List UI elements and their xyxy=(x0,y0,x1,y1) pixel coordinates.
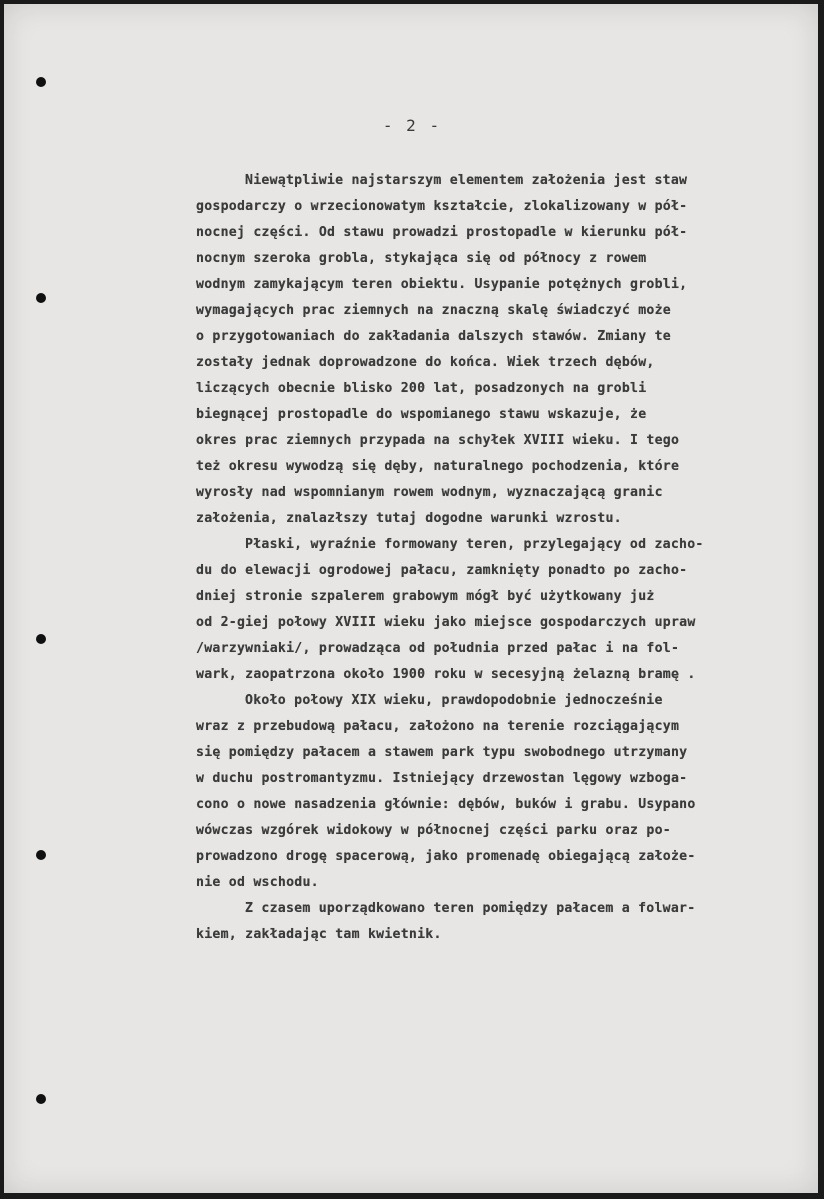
text-line: Około połowy XIX wieku, prawdopodobnie jednocześnie xyxy=(245,693,663,708)
text-line: /warzywniaki/, prowadząca od południa przed pałac i na fol- xyxy=(196,641,680,656)
text-line: też okresu wywodzą się dęby, naturalnego pochodzenia, które xyxy=(196,459,680,474)
text-line: du do elewacji ogrodowej pałacu, zamknięty ponadto po zacho- xyxy=(196,563,688,578)
text-line: okres prac ziemnych przypada na schyłek XVIII wieku. I tego xyxy=(196,433,680,448)
text-line: nie od wschodu. xyxy=(196,875,319,890)
text-line: Płaski, wyraźnie formowany teren, przylegający od zacho- xyxy=(245,537,704,552)
text-line: nocnej części. Od stawu prowadzi prostopadle w kierunku pół- xyxy=(196,225,688,240)
text-line: liczących obecnie blisko 200 lat, posadzonych na grobli xyxy=(196,381,647,396)
text-line: wark, zaopatrzona około 1900 roku w secesyjną żelazną bramę . xyxy=(196,667,696,682)
text-line: wówczas wzgórek widokowy w północnej części parku oraz po- xyxy=(196,823,671,838)
text-line: się pomiędzy pałacem a stawem park typu swobodnego utrzymany xyxy=(196,745,688,760)
text-line: nocnym szeroka grobla, stykająca się od północy z rowem xyxy=(196,251,647,266)
text-line: wraz z przebudową pałacu, założono na terenie rozciągającym xyxy=(196,719,680,734)
page-number: - 2 - xyxy=(382,116,442,135)
text-line: biegnącej prostopadle do wspomianego stawu wskazuje, że xyxy=(196,407,647,422)
text-line: kiem, zakładając tam kwietnik. xyxy=(196,927,442,942)
text-line: cono o nowe nasadzenia głównie: dębów, buków i grabu. Usypano xyxy=(196,797,696,812)
text-line: założenia, znalazłszy tutaj dogodne warunki wzrostu. xyxy=(196,511,622,526)
text-line: gospodarczy o wrzecionowatym kształcie, zlokalizowany w pół- xyxy=(196,199,688,214)
text-line: o przygotowaniach do zakładania dalszych stawów. Zmiany te xyxy=(196,329,671,344)
text-line: Z czasem uporządkowano teren pomiędzy pałacem a folwar- xyxy=(245,901,696,916)
text-line: w duchu postromantyzmu. Istniejący drzewostan lęgowy wzboga- xyxy=(196,771,688,786)
text-line: zostały jednak doprowadzone do końca. Wiek trzech dębów, xyxy=(196,355,655,370)
text-line: od 2-giej połowy XVIII wieku jako miejsce gospodarczych upraw xyxy=(196,615,696,630)
text-line: dniej stronie szpalerem grabowym mógł być użytkowany już xyxy=(196,589,655,604)
text-line: wyrosły nad wspomnianym rowem wodnym, wyznaczającą granic xyxy=(196,485,663,500)
text-line: wodnym zamykającym teren obiektu. Usypanie potężnych grobli, xyxy=(196,277,688,292)
text-line: Niewątpliwie najstarszym elementem założenia jest staw xyxy=(245,173,688,188)
text-line: wymagających prac ziemnych na znaczną skalę świadczyć może xyxy=(196,303,671,318)
text-line: prowadzono drogę spacerową, jako promenadę obiegającą założe- xyxy=(196,849,696,864)
